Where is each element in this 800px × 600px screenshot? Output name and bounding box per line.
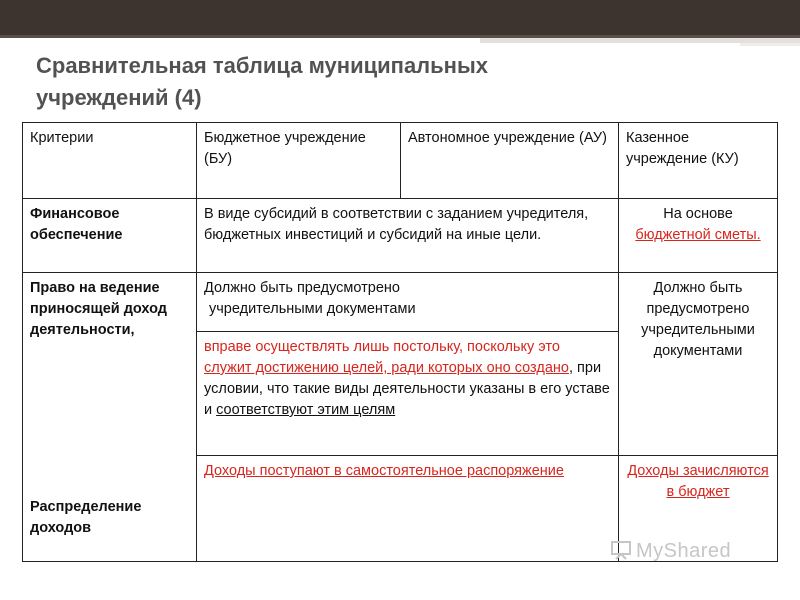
table-header-row <box>23 123 778 199</box>
top-decor-bar <box>0 0 800 38</box>
criterion-income <box>23 273 197 562</box>
presentation-board-icon <box>610 540 632 560</box>
header-bu: Бюджетное учреждение (БУ) <box>197 123 401 199</box>
watermark-text: MyShared <box>636 540 732 562</box>
page-title <box>36 50 756 114</box>
income-red-link[interactable]: служит достижению целей, ради которых оно создано <box>204 360 569 376</box>
watermark <box>610 540 731 563</box>
income-bu-au-line-1: Должно быть предусмотрено <box>204 280 400 296</box>
comparison-table <box>22 122 778 562</box>
income-bu-au-cell <box>197 273 619 332</box>
income-bu-au-line-2: учредительными документами <box>209 301 416 317</box>
page-title-line-1: Сравнительная таблица муниципальных <box>36 53 488 78</box>
income-detail-cell <box>197 332 619 456</box>
criterion-finance: Финансовое обеспечение <box>23 199 197 273</box>
income-black-text: , при условии, что такие виды деятельности указаны в его уставе и <box>204 360 610 418</box>
distribution-ku-link[interactable]: Доходы зачисляются в бюджет <box>627 463 769 500</box>
header-au: Автономное учреждение (АУ) <box>401 123 619 199</box>
income-ku-cell: Должно быть предусмотрено учредительными документами <box>619 273 778 456</box>
income-black-link[interactable]: соответствуют этим целям <box>216 402 396 418</box>
finance-ku-prefix: На основе <box>663 206 733 222</box>
header-criteria: Критерии <box>23 123 197 199</box>
criterion-distribution-label: Распределение доходов <box>30 499 142 536</box>
distribution-bu-au-link[interactable]: Доходы поступают в самостоятельное распоряжение <box>204 463 564 479</box>
table-row-income <box>23 273 778 332</box>
finance-ku-cell <box>619 199 778 273</box>
top-decor-stripe-small <box>740 43 800 46</box>
finance-bu-au-cell: В виде субсидий в соответствии с заданием учредителя, бюджетных инвестиций и субсидий на иные цели. <box>197 199 619 273</box>
income-red-text: вправе осуществлять лишь постольку, поскольку это <box>204 339 560 355</box>
page-title-line-2: учреждений (4) <box>36 85 202 110</box>
distribution-bu-au-cell <box>197 456 619 562</box>
criterion-income-label: Право на ведение приносящей доход деятельности, <box>30 280 167 338</box>
header-ku: Казенное учреждение (КУ) <box>619 123 778 199</box>
finance-ku-link[interactable]: бюджетной сметы. <box>635 227 761 243</box>
table-row-finance <box>23 199 778 273</box>
